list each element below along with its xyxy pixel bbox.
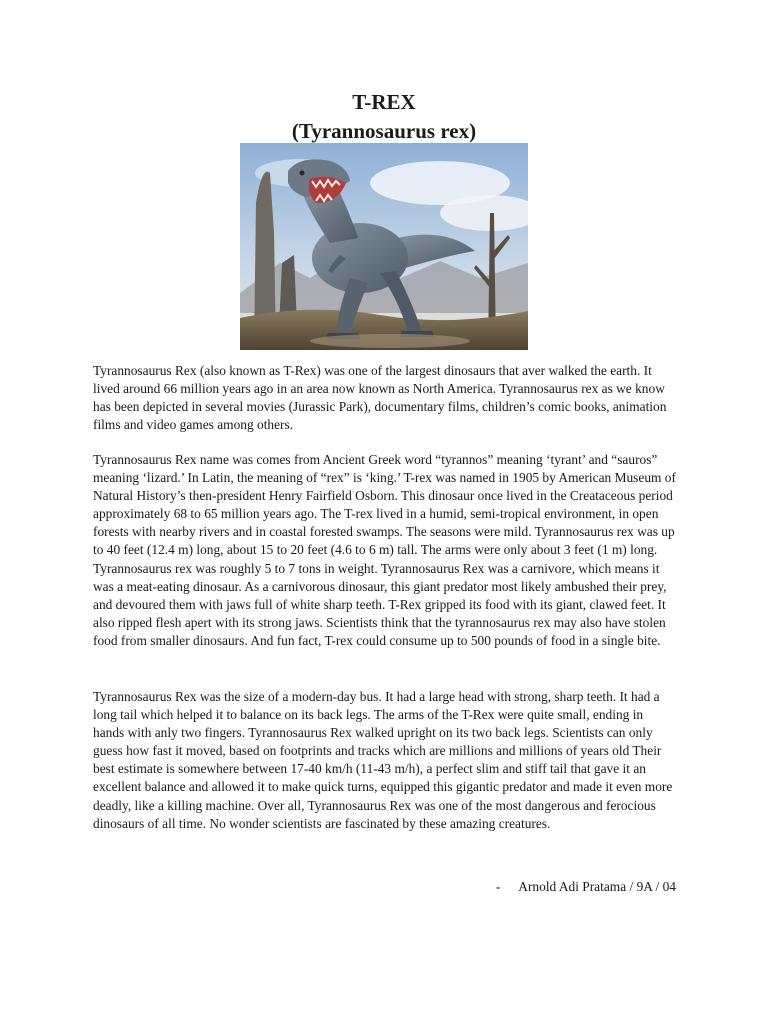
t-rex-illustration-icon: [240, 143, 528, 350]
paragraph-name-origin: Tyrannosaurus Rex name was comes from Ancient Greek word “tyrannos” meaning ‘tyrant’ and “sauros” meaning ‘lizard.’ In Latin, the meaning of “rex” is ‘king.’ T-rex was named in 1905 by American Museum of Natural History’s then-president Henry Fairfield Osborn. This dinosaur once lived in the Creataceous period approximately 68 to 65 million years ago. The T-rex lived in a humid, semi-tropical environment, in open forests with nearby rivers and in coastal forested swamps. The seasons were mild. Tyrannosaurus rex was up to 40 feet (12.4 m) long, about 15 to 20 feet (4.6 to 6 m) tall. The arms were only about 3 feet (1 m) long. Tyrannosaurus rex was roughly 5 to 7 tons in weight. Tyrannosaurus Rex was a carnivore, which means it was a meat-eating dinosaur. As a carnivorous dinosaur, this giant predator most likely ambushed their prey, and devoured them with jaws full of white sharp teeth. T-Rex gripped its food with its giant, clawed feet. It also ripped flesh apert with its strong jaws. Scientists think that the tyrannosaurus rex may also have stolen food from smaller dinosaurs. And fun fact, T-rex could consume up to 500 pounds of food in a single bite.: [93, 452, 676, 648]
page-subtitle: (Tyrannosaurus rex): [291, 119, 477, 143]
signature-dash: -: [495, 879, 501, 894]
signature-text: Arnold Adi Pratama / 9A / 04: [518, 879, 676, 894]
paragraph-size: Tyrannosaurus Rex was the size of a modern-day bus. It had a large head with strong, sharp teeth. It had a long tail which helped it to balance on its back legs. The arms of the T-Rex were quite small, ending in hands with anly two fingers. Tyrannosaurus Rex walked upright on its two back legs. Scientists can only guess how fast it moved, based on footprints and tracks which are millions and millions of years old Their best estimate is somewhere between 17-40 km/h (11-43 m/h), a perfect slim and stiff tail that gave it an excellent balance and allowed it to make quick turns, equipped this gigantic predator and made it even more deadly, like a killing machine. Over all, Tyrannosaurus Rex was one of the most dangerous and ferocious dinosaurs of all time. No wonder scientists are fascinated by these amazing creatures.: [93, 689, 673, 831]
page-title: T-REX: [352, 90, 416, 114]
author-signature: [93, 878, 676, 896]
paragraph-intro: Tyrannosaurus Rex (also known as T-Rex) was one of the largest dinosaurs that aver walked the earth. It lived around 66 million years ago in an area now known as North America. Tyrannosaurus rex as we know has been depicted in several movies (Jurassic Park), documentary films, children’s comic books, animation films and video games among others.: [93, 363, 667, 433]
